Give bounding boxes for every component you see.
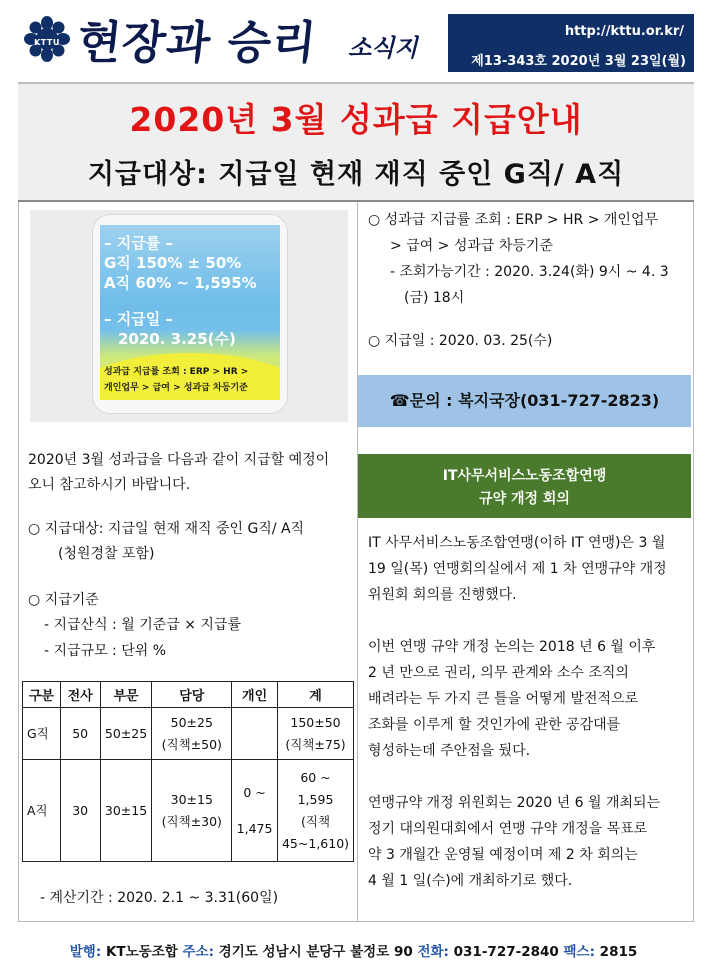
cell-line: (직책±30): [161, 813, 222, 829]
cell-team: [152, 760, 232, 862]
column-header: 전사: [60, 682, 100, 708]
scale-line: - 지급규모 : 단위 %: [44, 643, 167, 659]
lookup-line-1: ○ 성과급 지급률 조회 : ERP > HR > 개인업무: [368, 212, 659, 228]
phone-number: 031-727-2840: [453, 944, 559, 960]
article-line: 약 3 개월간 운영될 예정이며 제 2 차 회의는: [368, 847, 638, 863]
lookup-path-line-1: 성과급 지급률 조회 : ERP > HR >: [104, 367, 249, 377]
period-line: - 계산기간 : 2020. 2.1 ~ 3.31(60일): [40, 890, 279, 906]
website-link[interactable]: http://kttu.or.kr/: [564, 24, 684, 39]
rate-heading: – 지급률 –: [104, 234, 173, 252]
article-line: 위원회 회의를 진행했다.: [368, 587, 517, 603]
cell-company: 50: [60, 708, 100, 760]
article-line: 조화를 이루게 할 것인가에 관한 공감대를: [368, 717, 621, 733]
column-header: 부문: [100, 682, 152, 708]
logo-text: KTTU: [34, 38, 60, 47]
cell-division: 30±15: [100, 760, 152, 862]
article-line: 정기 대의원대회에서 연맹 규약 개정을 목표로: [368, 821, 648, 837]
cell-line: 50±25: [170, 714, 213, 730]
footer: [0, 940, 707, 960]
column-header: 개인: [232, 682, 278, 708]
masthead: [18, 8, 694, 70]
article-line: 4 월 1 일(수)에 개최하기로 했다.: [368, 873, 573, 889]
publisher-label: 발행:: [69, 944, 102, 960]
cell-line: 1,475: [236, 820, 273, 836]
cell-line: 1,595: [297, 791, 334, 807]
cell-total: [278, 708, 354, 760]
cell-division: 50±25: [100, 708, 152, 760]
cell-line: (직책: [301, 813, 331, 829]
issue-box: [448, 14, 694, 72]
article-line: 19 일(목) 연맹회의실에서 제 1 차 연맹규약 개정: [368, 561, 667, 577]
cell-line: (직책±75): [285, 736, 346, 752]
formula-line: - 지급산식 : 월 기준급 × 지급률: [44, 617, 241, 633]
cell-personal: [232, 708, 278, 760]
table-header-row: [23, 682, 354, 708]
newspaper-subtitle: 소식지: [348, 34, 418, 62]
basis-heading: ○ 지급기준: [28, 592, 99, 608]
article-line: 이번 연맹 규약 개정 논의는 2018 년 6 월 이후: [368, 639, 656, 655]
article-line: 연맹규약 개정 위원회는 2020 년 6 월 개최되는: [368, 795, 661, 811]
lookup-path-line-2: 개인업무 > 급여 > 성과급 차등기준: [104, 383, 248, 393]
column-header: 구분: [23, 682, 61, 708]
date-heading: – 지급일 –: [104, 310, 173, 328]
union-title-line-1: IT사무서비스노동조합연맹: [442, 468, 607, 484]
table-row: [23, 760, 354, 862]
intro-line-2: 오니 참고하시기 바랍니다.: [28, 477, 191, 493]
union-title-line-2: 규약 개정 회의: [479, 491, 570, 507]
phone-label: 전화:: [417, 944, 449, 960]
cell-total: [278, 760, 354, 862]
cell-personal: [232, 760, 278, 862]
cell-line: 60 ~: [300, 769, 331, 785]
article-line: 배려라는 두 가지 큰 틀을 어떻게 발전적으로: [368, 691, 639, 707]
headline: 2020년 3월 성과급 지급안내: [129, 100, 583, 139]
rate-a: A직 60% ~ 1,595%: [104, 274, 257, 292]
article-line: 형성하는데 주안점을 뒀다.: [368, 743, 531, 759]
publisher: KT노동조합: [105, 944, 178, 960]
fax-number: 2815: [599, 944, 638, 960]
column-header: 담당: [152, 682, 232, 708]
contact-box: ☎문의 : 복지국장(031-727-2823): [358, 375, 691, 427]
headline-block: [18, 82, 694, 202]
column-header: 계: [278, 682, 354, 708]
cell-line: (직책±50): [161, 736, 222, 752]
intro-line-1: 2020년 3월 성과급을 다음과 같이 지급할 예정이: [28, 452, 330, 468]
cell-company: 30: [60, 760, 100, 862]
cell-line: 0 ~: [243, 784, 266, 800]
lookup-line-4: (금) 18시: [404, 290, 465, 306]
cell-line: 45~1,610): [281, 835, 350, 851]
payday-line: ○ 지급일 : 2020. 03. 25(수): [368, 333, 553, 349]
pay-date: 2020. 3.25(수): [118, 330, 236, 348]
cell-team: [152, 708, 232, 760]
issue-number: 제13-343호 2020년 3월 23일(월): [471, 54, 686, 69]
newspaper-name: 현장과 승리: [74, 16, 320, 69]
target-line-1: ○ 지급대상: 지급일 현재 재직 중인 G직/ A직: [28, 521, 305, 537]
union-news-header: [358, 454, 691, 518]
address-label: 주소:: [182, 944, 214, 960]
table-row: [23, 708, 354, 760]
lookup-line-3: - 조회가능기간 : 2020. 3.24(화) 9시 ~ 4. 3: [390, 264, 669, 280]
article-line: IT 사무서비스노동조합연맹(이하 IT 연맹)은 3 월: [368, 535, 666, 551]
fax-label: 팩스:: [563, 944, 595, 960]
rate-g: G직 150% ± 50%: [104, 254, 242, 272]
column-divider: [357, 202, 358, 922]
article-line: 2 년 만으로 권리, 의무 관계와 소수 조직의: [368, 665, 629, 681]
bonus-rate-table: [22, 681, 354, 862]
row-label: A직: [23, 760, 61, 862]
cell-line: 30±15: [170, 791, 213, 807]
sub-headline: 지급대상: 지급일 현재 재직 중인 G직/ A직: [87, 159, 625, 190]
row-label: G직: [23, 708, 61, 760]
target-line-2: (청원경찰 포함): [58, 546, 155, 562]
lookup-line-2: > 급여 > 성과급 차등기준: [390, 238, 553, 254]
address: 경기도 성남시 분당구 불정로 90: [218, 944, 413, 960]
cell-line: 150±50: [290, 714, 341, 730]
